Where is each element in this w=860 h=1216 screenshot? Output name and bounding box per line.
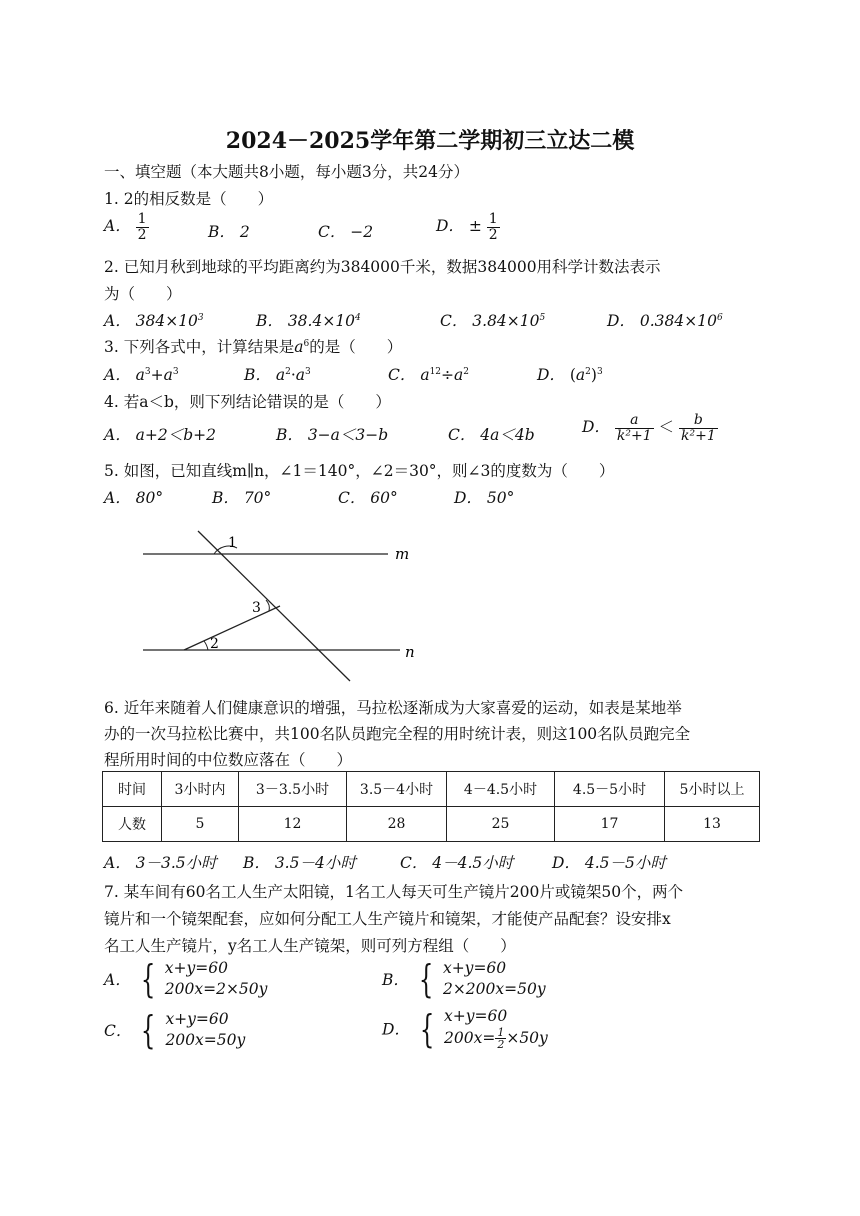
q4-stem: 4. 若a＜b，则下列结论错误的是（ ） [104,393,391,411]
angle-2-label: 2 [210,636,219,652]
line-m-label: m [395,545,410,563]
fraction: $\frac{1}{2}$ [497,1025,505,1052]
q2-option-c: C． $3.84\times 10^5$ [440,312,546,330]
q1-option-d: D． ± $\frac{1}{2}$ [436,211,498,243]
q5-option-d: D． 50° [454,489,515,507]
q4-option-c: C． 4a＜4b [448,426,535,444]
q6-stem-line1: 6. 近年来随着人们健康意识的增强，马拉松逐渐成为大家喜爱的运动，如表是某地举 [104,699,682,717]
q2-option-d: D． $0.384\times 10^6$ [607,312,723,330]
table-header-cell: 3小时内 [162,772,239,807]
table-header-cell: 3－3.5小时 [239,772,347,807]
table-header-cell: 5小时以上 [665,772,760,807]
q7-option-a: A． { x+y=60 200x=2×50y [104,956,268,1001]
angle-2-arc [204,641,208,650]
table-header-cell: 时间 [103,772,162,807]
q3-stem: 3. 下列各式中，计算结果是$a^6$的是（ ） [104,338,403,356]
q6-option-a: A． 3－3.5小时 [104,854,217,872]
table-cell: 28 [347,807,447,842]
q2-option-a: A． $384\times 10^3$ [104,312,204,330]
q1-stem: 1. 2的相反数是（ ） [104,190,274,208]
angle-1-label: 1 [228,535,237,551]
q7-stem-line2: 镜片和一个镜架配套，应如何分配工人生产镜片和镜架，才能使产品配套？设安排x [104,910,671,928]
fraction: $\frac{a}{\text{k²+1}}$ [616,412,652,444]
q2-stem-line1: 2. 已知月秋到地球的平均距离约为384000千米，数据384000用科学计数法表示 [104,258,661,276]
q6-stem-line2: 办的一次马拉松比赛中，共100名队员跑完全程的用时统计表，则这100名队员跑完全 [104,725,691,743]
q3-option-d: D． $(a^2)^3$ [537,366,603,384]
fraction: $\frac{b}{\text{k²+1}}$ [681,412,716,444]
table-cell: 13 [665,807,760,842]
q5-option-c: C． 60° [338,489,398,507]
q3-option-b: B． $a^2\cdot a^3$ [244,366,311,384]
fraction: $\frac{1}{2}$ [137,211,147,243]
table-cell: 5 [162,807,239,842]
q2-stem-line2: 为（ ） [104,285,182,303]
q5-option-a: A． 80° [104,489,164,507]
table-cell: 17 [555,807,665,842]
q6-option-d: D． 4.5－5小时 [552,854,666,872]
oblique-line [184,606,280,650]
q2-option-b: B． $38.4\times 10^4$ [256,312,361,330]
section-heading: 一、填空题（本大题共8小题，每小题3分，共24分） [104,163,469,181]
q6-option-b: B． 3.5－4小时 [243,854,356,872]
table-row [103,807,760,842]
angle-3-label: 3 [252,600,261,616]
q7-option-c: C． { x+y=60 200x=50y [104,1007,246,1052]
q4-option-d: D． $\frac{a}{\text{k²+1}}$ ＜ $\frac{b}{\text{k²+1}}$ [582,412,716,444]
line-n-label: n [405,643,415,661]
q1-option-a: A． $\frac{1}{2}$ [104,211,147,243]
table-header-cell: 4－4.5小时 [447,772,555,807]
table-cell: 12 [239,807,347,842]
q6-stem-line3: 程所用时间的中位数应落在（ ） [104,751,353,769]
q6-option-c: C． 4－4.5小时 [400,854,514,872]
q1-option-b: B． 2 [208,223,250,241]
table-header-cell: 3.5－4小时 [347,772,447,807]
table-cell: 人数 [103,807,162,842]
fraction: $\frac{1}{2}$ [488,211,498,243]
q5-stem: 5. 如图，已知直线m∥n，∠1＝140°，∠2＝30°，则∠3的度数为（ ） [104,462,615,480]
page-title: 2024－2025学年第二学期初三立达二模 [225,128,635,154]
table-cell: 25 [447,807,555,842]
q1-option-c: C． −2 [318,223,374,241]
q7-stem-line3: 名工人生产镜片，y名工人生产镜架，则可列方程组（ ） [104,937,516,955]
q4-option-b: B． 3−a＜3−b [276,426,389,444]
q3-option-a: A． $a^3+a^3$ [104,366,179,384]
q3-option-c: C． $a^{12}\div a^2$ [388,366,469,384]
q4-option-a: A． a+2＜b+2 [104,426,216,444]
q7-stem-line1: 7. 某车间有60名工人生产太阳镜，1名工人每天可生产镜片200片或镜架50个，两个 [104,883,684,901]
q7-option-b: B． { x+y=60 2×200x=50y [382,956,546,1001]
q7-option-d: D． { x+y=60 200x= $\frac{1}{2}$ ×50y [382,1006,548,1052]
q5-option-b: B． 70° [212,489,272,507]
table-row [103,772,760,807]
marathon-time-table [102,771,760,842]
table-header-cell: 4.5－5小时 [555,772,665,807]
